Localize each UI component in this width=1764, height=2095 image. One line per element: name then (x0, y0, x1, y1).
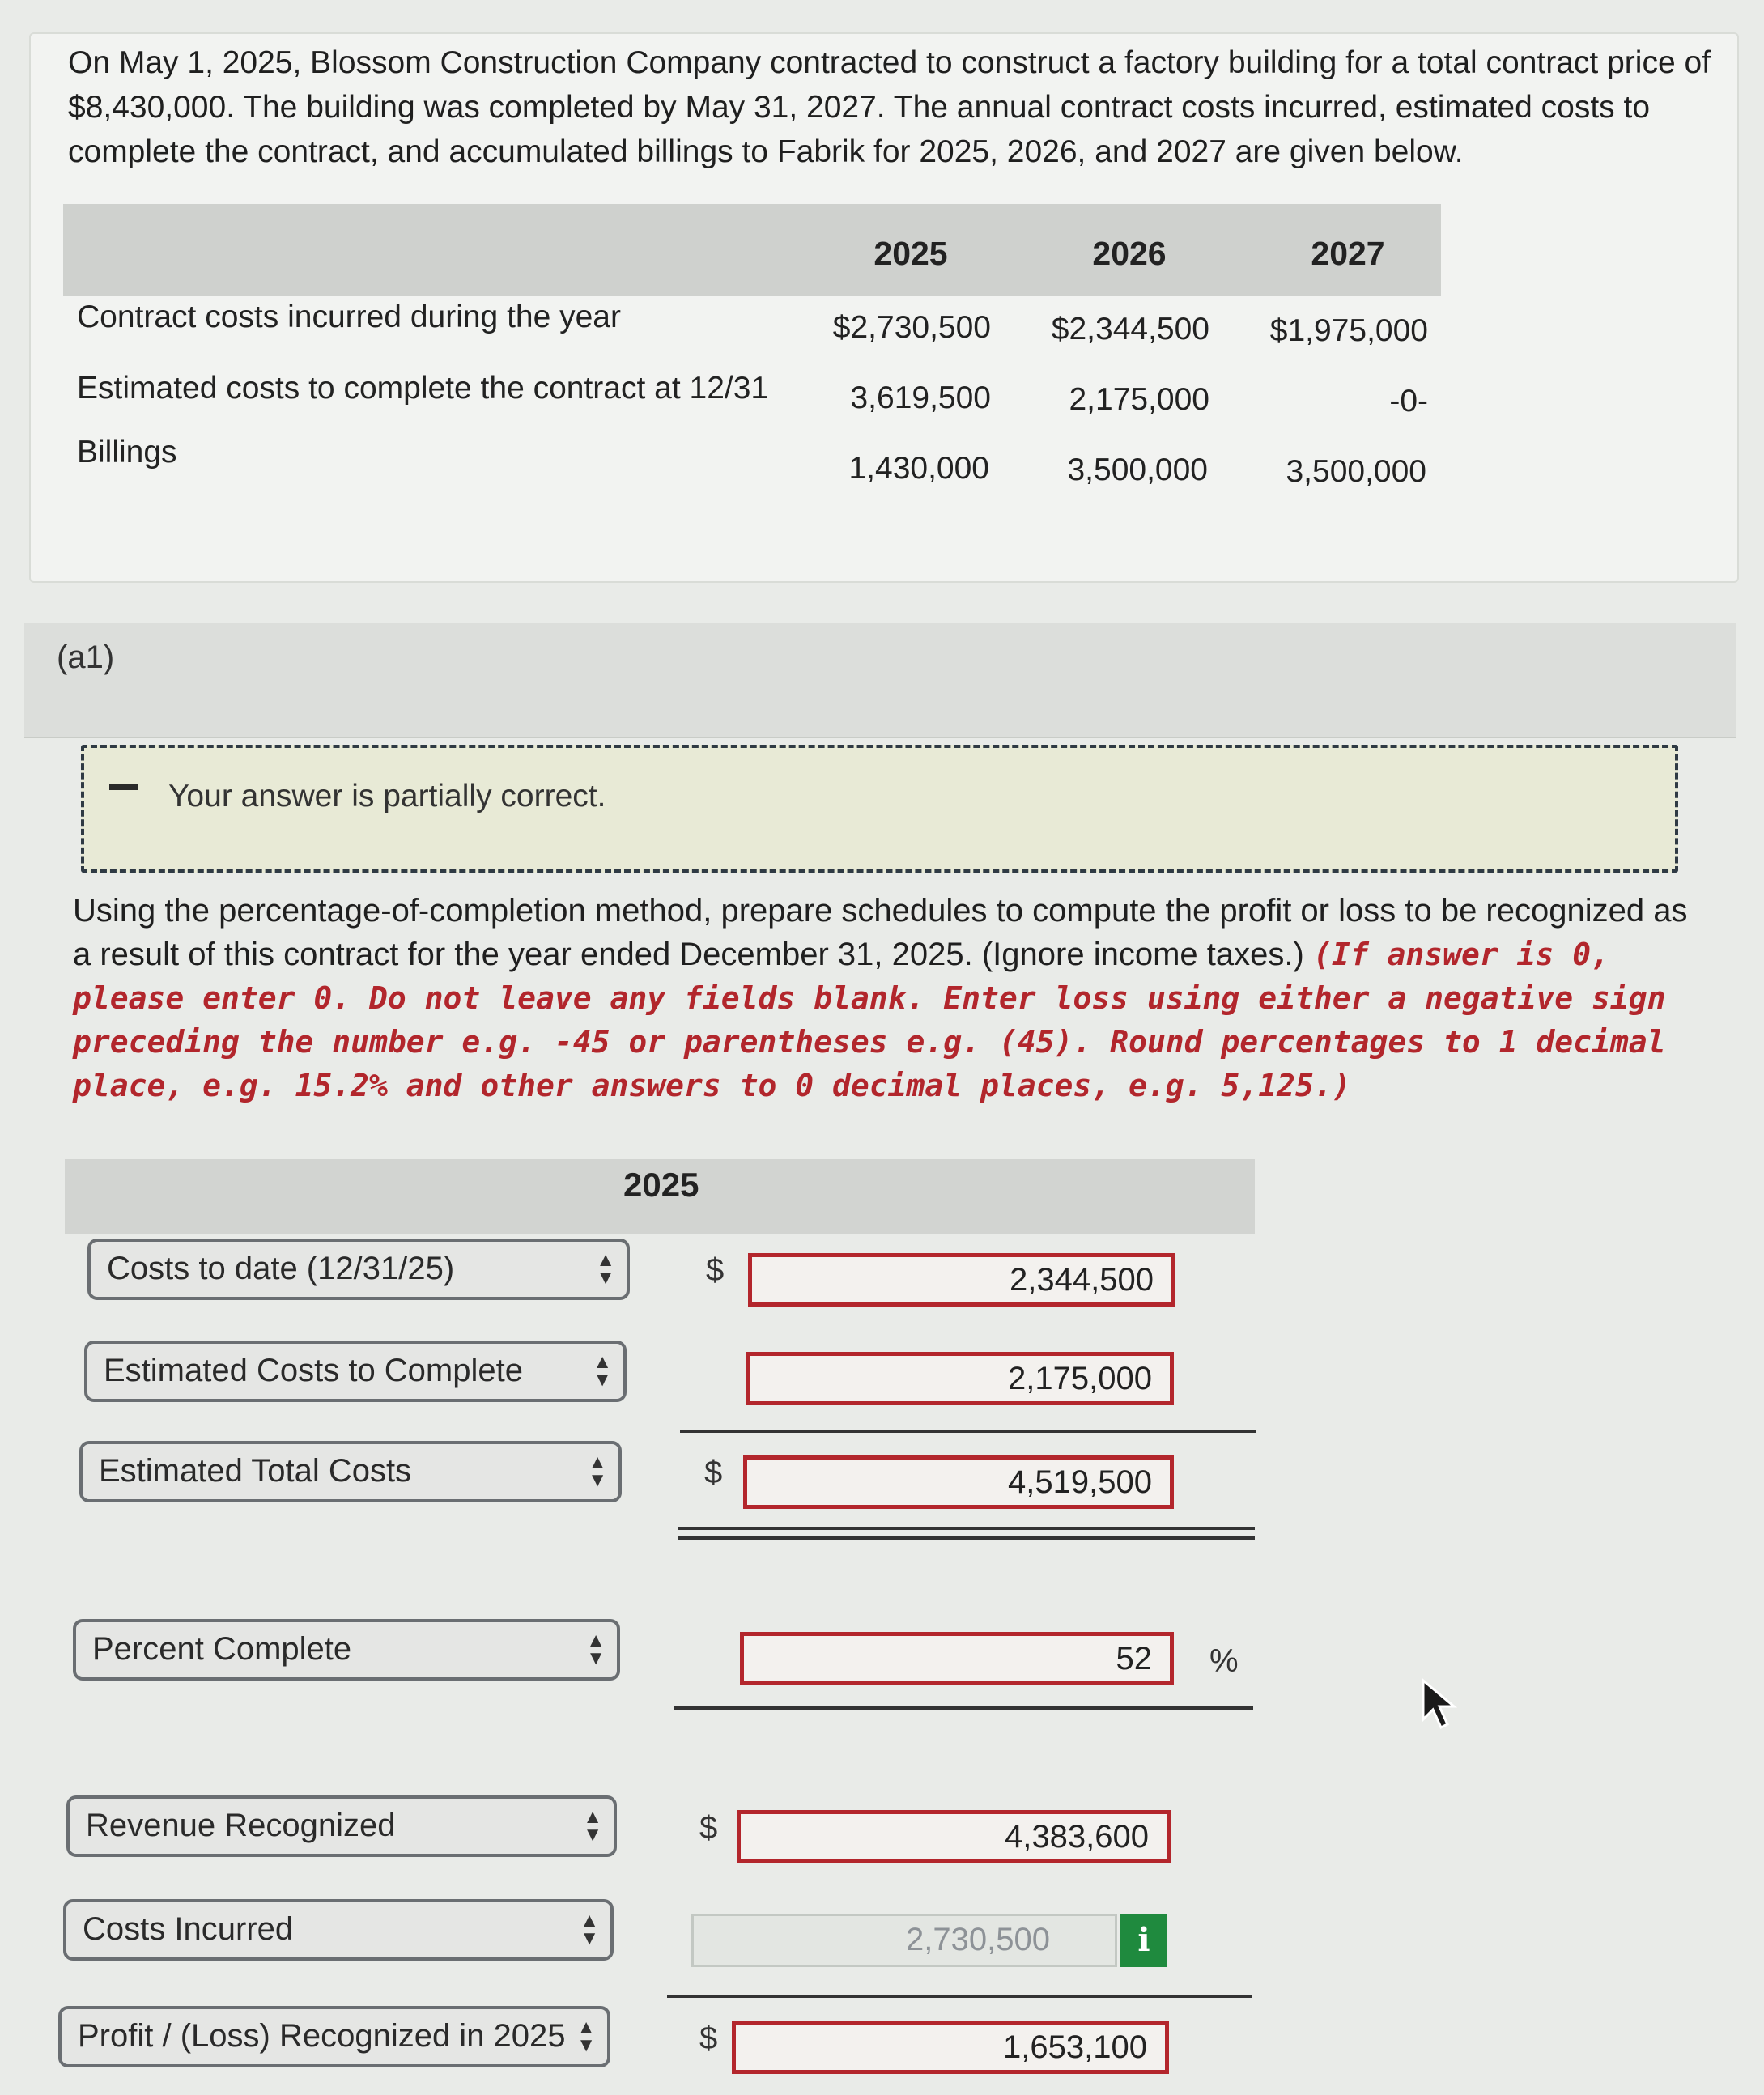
updown-arrows-icon: ▲ ▼ (588, 1451, 607, 1491)
cell-est-2027: -0- (1389, 384, 1428, 419)
updown-arrows-icon: ▲ ▼ (596, 1249, 615, 1289)
updown-arrows-icon: ▲ ▼ (576, 2016, 596, 2056)
row-select-estimated-costs[interactable] (84, 1341, 627, 1402)
instructions (73, 889, 1692, 1107)
cell-costs-2027: $1,975,000 (1269, 313, 1428, 348)
input-revenue-recognized[interactable]: 4,383,600 (737, 1810, 1171, 1863)
updown-arrows-icon: ▲ ▼ (586, 1630, 606, 1669)
cell-costs-2025: $2,730,500 (832, 310, 991, 345)
cell-bill-2026: 3,500,000 (1067, 453, 1208, 487)
select-label: Costs Incurred (83, 1911, 294, 1947)
currency-sign: $ (699, 1810, 718, 1846)
select-label: Revenue Recognized (86, 1808, 396, 1843)
row-select-percent-complete[interactable] (73, 1619, 620, 1681)
currency-sign: $ (699, 2021, 718, 2056)
schedule-year: 2025 (623, 1166, 699, 1204)
input-profit-loss[interactable]: 1,653,100 (732, 2021, 1169, 2074)
cell-bill-2025: 1,430,000 (848, 451, 989, 486)
part-label: (a1) (57, 640, 115, 675)
select-label: Costs to date (12/31/25) (107, 1251, 455, 1286)
select-label: Estimated Costs to Complete (104, 1353, 523, 1388)
row-label-billings: Billings (77, 435, 177, 470)
updown-arrows-icon: ▲ ▼ (593, 1351, 612, 1391)
partial-correct-icon (109, 784, 138, 790)
input-costs-incurred[interactable]: 2,730,500 (691, 1914, 1117, 1967)
updown-arrows-icon: ▲ ▼ (583, 1806, 602, 1846)
select-label: Percent Complete (92, 1631, 352, 1667)
part-header (24, 623, 1736, 738)
row-label-contract-costs: Contract costs incurred during the year (77, 300, 621, 334)
select-label: Estimated Total Costs (99, 1453, 412, 1489)
input-estimated-costs[interactable]: 2,175,000 (746, 1352, 1174, 1405)
info-icon[interactable]: i (1120, 1914, 1167, 1967)
select-label: Profit / (Loss) Recognized in 2025 (78, 2018, 566, 2054)
percent-rule (674, 1706, 1253, 1710)
total-rule-2 (678, 1536, 1255, 1540)
year-header-2027: 2027 (1311, 235, 1385, 272)
row-select-costs-to-date[interactable] (87, 1239, 630, 1300)
row-select-profit-loss[interactable] (58, 2006, 610, 2067)
year-header-2026: 2026 (1092, 235, 1167, 272)
cell-est-2026: 2,175,000 (1069, 382, 1209, 417)
given-table-header (63, 204, 1441, 296)
row-select-costs-incurred[interactable] (63, 1899, 614, 1961)
row-select-estimated-total[interactable] (79, 1441, 622, 1502)
feedback-text: Your answer is partially correct. (168, 779, 606, 814)
row-select-revenue-recognized[interactable] (66, 1795, 617, 1857)
row-label-estimated-costs: Estimated costs to complete the contract at 12/31 (77, 371, 769, 406)
percent-sign: % (1209, 1643, 1239, 1679)
input-costs-to-date[interactable]: 2,344,500 (748, 1253, 1175, 1307)
instructions-text: Using the percentage-of-completion method, prepare schedules to compute the profit or loss to be recognized as a result of this contract for the year ended December 31, 2025. (Ignore income taxes.) (73, 893, 1688, 972)
cell-bill-2027: 3,500,000 (1286, 454, 1426, 489)
updown-arrows-icon: ▲ ▼ (580, 1910, 599, 1949)
cell-costs-2026: $2,344,500 (1051, 312, 1209, 346)
instructions-note: (If answer is 0, please enter 0. Do not leave any fields blank. Enter loss using either a negative sign preceding the number e.g. -45 or parentheses e.g. (45). Round percentages to 1 decimal place, e.g. 15.2% and other answers to 0 decimal places, e.g. 5,125.) (73, 937, 1666, 1103)
mouse-pointer-icon (1418, 1677, 1467, 1734)
profit-rule (667, 1995, 1252, 1998)
subtotal-rule (680, 1430, 1256, 1433)
input-estimated-total[interactable]: 4,519,500 (743, 1455, 1174, 1509)
total-rule-1 (678, 1527, 1255, 1530)
input-percent-complete[interactable]: 52 (740, 1632, 1174, 1685)
currency-sign: $ (706, 1252, 725, 1288)
cell-est-2025: 3,619,500 (850, 380, 991, 415)
currency-sign: $ (704, 1455, 723, 1490)
problem-intro: On May 1, 2025, Blossom Construction Company contracted to construct a factory building for a total contract price of $8,430,000. The building was completed by May 31, 2027. The annual contract costs incurred, estimated costs to complete the contract, and accumulated billings to Fabrik for 2025, 2026, and 2027 are given below. (68, 45, 1711, 169)
year-header-2025: 2025 (873, 235, 948, 272)
